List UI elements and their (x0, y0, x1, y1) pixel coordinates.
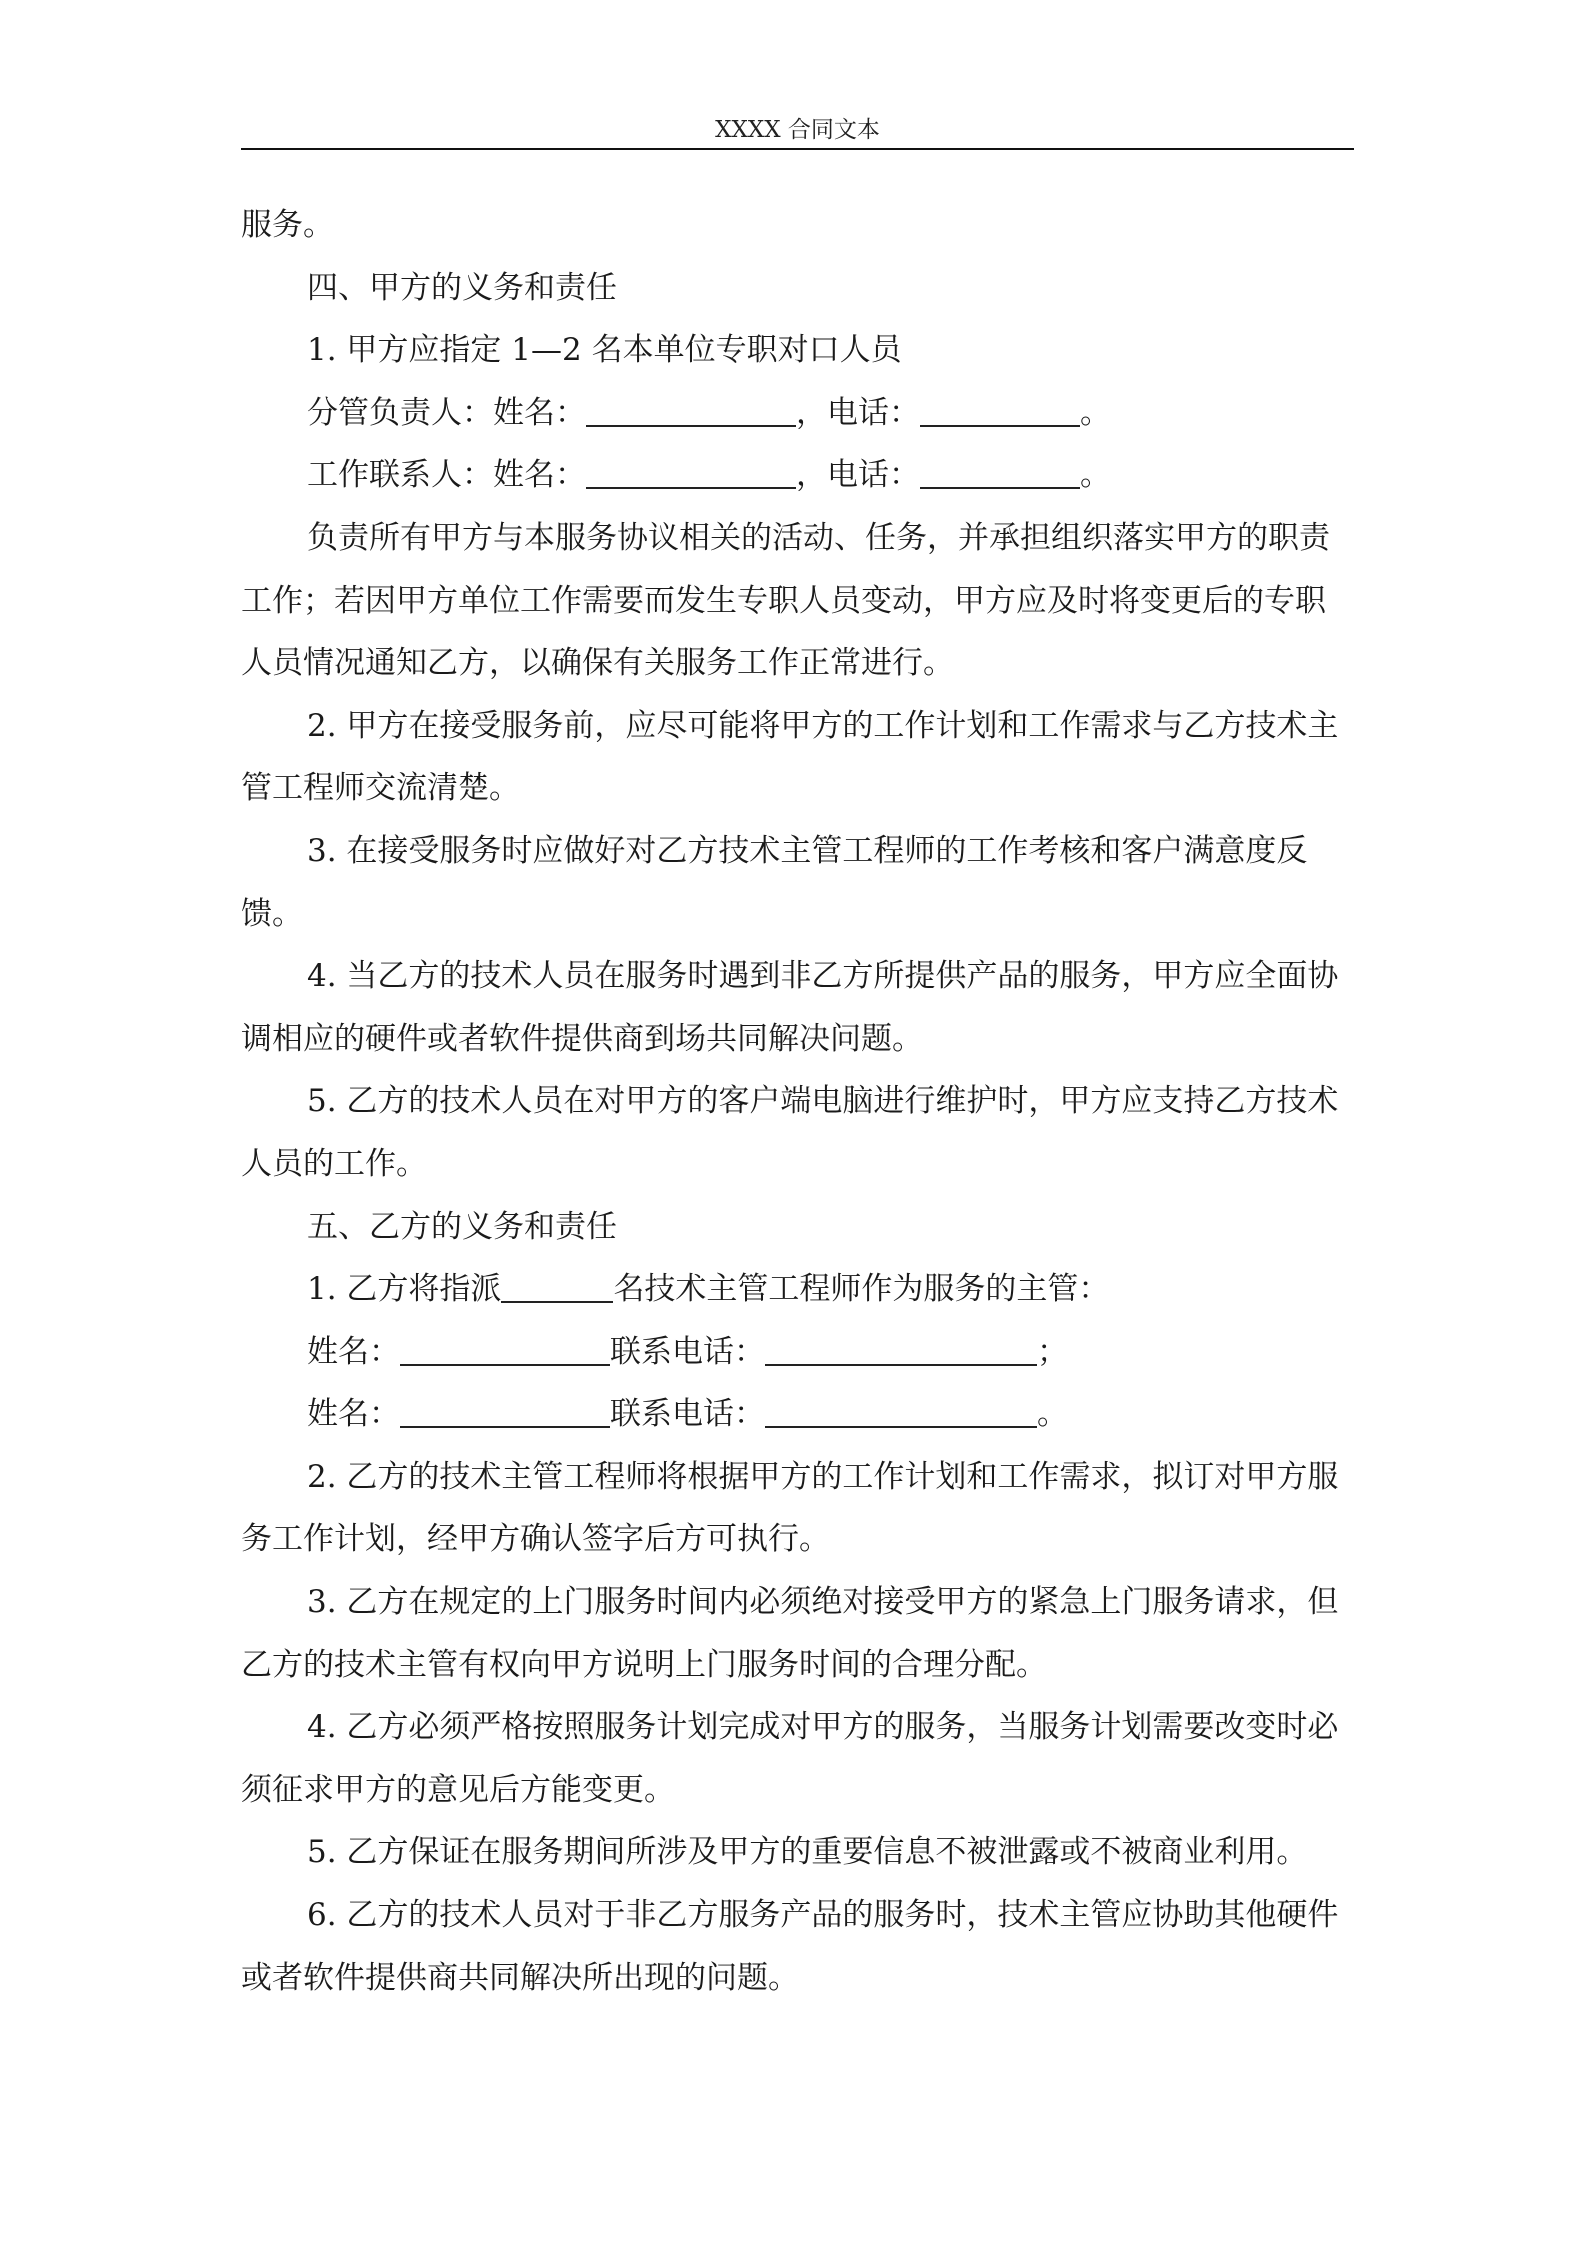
supervisor-label: 分管负责人：姓名： (307, 394, 586, 431)
paragraph-line: 馈。 (241, 895, 303, 932)
work-contact-name-blank[interactable] (586, 454, 796, 489)
paragraph-line: 4. 乙方必须严格按照服务计划完成对甲方的服务，当服务计划需要改变时必 (307, 1709, 1339, 1746)
supervisor-contact-line (241, 382, 1354, 445)
paragraph-line: 3. 在接受服务时应做好对乙方技术主管工程师的工作考核和客户满意度反 (307, 832, 1308, 869)
paragraph-line: 3. 乙方在规定的上门服务时间内必须绝对接受甲方的紧急上门服务请求，但 (307, 1584, 1339, 1621)
paragraph-line: 管工程师交流清楚。 (241, 770, 520, 807)
engineer-contact-line-2 (241, 1383, 1354, 1446)
paragraph-line: 人员情况通知乙方，以确保有关服务工作正常进行。 (241, 645, 954, 682)
assign-label-rest: 名技术主管工程师作为服务的主管： (613, 1271, 1110, 1308)
engineer-phone-blank-2[interactable] (765, 1393, 1037, 1428)
paragraph-line: 乙方的技术主管有权向甲方说明上门服务时间的合理分配。 (241, 1646, 1047, 1683)
paragraph-line: 2. 乙方的技术主管工程师将根据甲方的工作计划和工作需求，拟订对甲方服 (307, 1458, 1339, 1495)
engineer-contact-line-1 (241, 1321, 1354, 1384)
paragraph-line: 1. 甲方应指定 1—2 名本单位专职对口人员 (307, 332, 902, 369)
paragraph-line: 人员的工作。 (241, 1145, 427, 1182)
work-contact-label: 工作联系人：姓名： (307, 457, 586, 494)
assign-engineers-line (241, 1258, 1354, 1321)
page-header-title: XXXX 合同文本 (715, 117, 880, 143)
paragraph-line: 服务。 (241, 207, 334, 243)
paragraph-line: 6. 乙方的技术人员对于非乙方服务产品的服务时，技术主管应协助其他硬件 (307, 1897, 1339, 1934)
contact-phone-label: 联系电话： (610, 1333, 765, 1370)
section-heading-5: 五、乙方的义务和责任 (307, 1208, 617, 1245)
paragraph-line: 务工作计划，经甲方确认签字后方可执行。 (241, 1521, 830, 1558)
name-label: 姓名： (307, 1333, 400, 1370)
line-end-punct: 。 (1037, 1396, 1068, 1433)
section-heading-4: 四、甲方的义务和责任 (307, 269, 617, 306)
line-end-punct: 。 (1080, 457, 1111, 494)
phone-label: ，电话： (796, 457, 920, 494)
engineer-count-blank[interactable] (501, 1268, 613, 1303)
line-end-punct: 。 (1080, 394, 1111, 431)
assign-label: 1. 乙方将指派 (307, 1271, 502, 1308)
work-contact-line (241, 444, 1354, 507)
paragraph-line: 负责所有甲方与本服务协议相关的活动、任务，并承担组织落实甲方的职责 (307, 519, 1330, 556)
engineer-name-blank-1[interactable] (400, 1331, 610, 1366)
work-contact-phone-blank[interactable] (920, 454, 1080, 489)
supervisor-phone-blank[interactable] (920, 392, 1080, 427)
name-label: 姓名： (307, 1396, 400, 1433)
contract-body (241, 194, 1354, 2009)
engineer-name-blank-2[interactable] (400, 1393, 610, 1428)
line-end-punct: ； (1037, 1333, 1068, 1370)
paragraph-line: 2. 甲方在接受服务前，应尽可能将甲方的工作计划和工作需求与乙方技术主 (307, 707, 1339, 744)
phone-label: ，电话： (796, 394, 920, 431)
paragraph-line: 5. 乙方的技术人员在对甲方的客户端电脑进行维护时，甲方应支持乙方技术 (307, 1083, 1339, 1120)
paragraph-line: 5. 乙方保证在服务期间所涉及甲方的重要信息不被泄露或不被商业利用。 (307, 1834, 1308, 1871)
contact-phone-label: 联系电话： (610, 1396, 765, 1433)
header-divider (241, 148, 1354, 150)
paragraph-line: 工作；若因甲方单位工作需要而发生专职人员变动，甲方应及时将变更后的专职 (241, 582, 1326, 619)
paragraph-line: 4. 当乙方的技术人员在服务时遇到非乙方所提供产品的服务，甲方应全面协 (307, 958, 1339, 995)
paragraph-line: 须征求甲方的意见后方能变更。 (241, 1771, 675, 1808)
paragraph-line: 或者软件提供商共同解决所出现的问题。 (241, 1959, 799, 1996)
paragraph-line: 调相应的硬件或者软件提供商到场共同解决问题。 (241, 1020, 923, 1057)
supervisor-name-blank[interactable] (586, 392, 796, 427)
engineer-phone-blank-1[interactable] (765, 1331, 1037, 1366)
